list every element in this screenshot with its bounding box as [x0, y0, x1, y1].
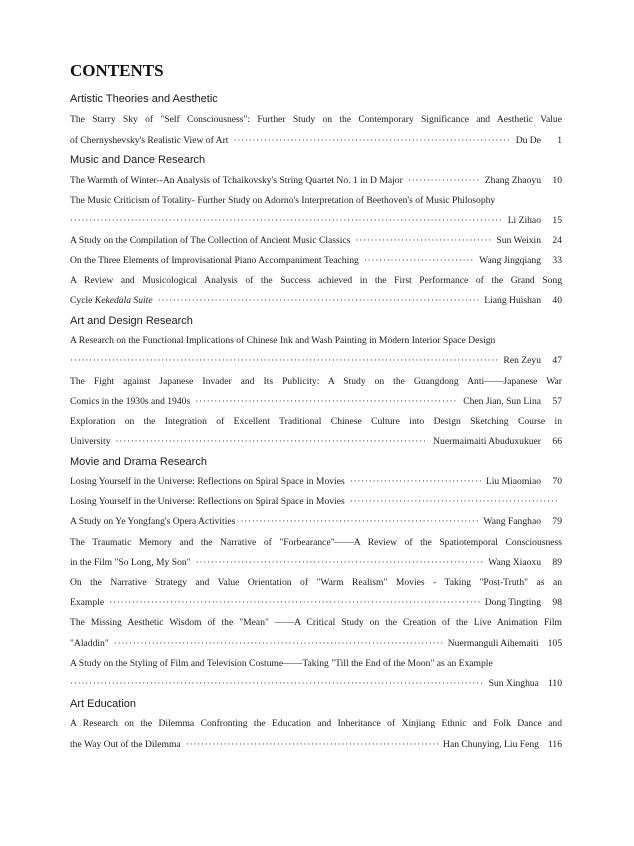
- entry-page-number: 79: [552, 516, 562, 527]
- section-heading-art-design: Art and Design Research: [70, 315, 193, 327]
- entry-9-title-line-1: Exploration on the Integration of Excellent Traditional Chinese Culture into Design Sketching Course in: [70, 416, 562, 427]
- entry-page-number: 47: [552, 355, 562, 366]
- entry-title: A Study on Ye Yongfang's Opera Activities: [70, 516, 236, 527]
- entry-17-line-2[interactable]: [70, 737, 562, 753]
- entry-title: of Chernyshevsky's Realistic View of Art: [70, 135, 229, 146]
- dot-leader: [109, 595, 480, 611]
- entry-author: Liu Miaomiao: [485, 476, 541, 487]
- entry-title-italic: Kekedala Suite: [94, 295, 153, 306]
- entry-page-number: 116: [547, 739, 562, 750]
- dot-leader: [350, 474, 481, 490]
- entry-page-number: 24: [552, 235, 562, 246]
- page-title: CONTENTS: [70, 61, 164, 80]
- entry-14-title-line-1: On the Narrative Strategy and Value Orientation of "Warm Realism" Movies - Taking "Post-Truth" as an: [70, 577, 562, 588]
- entry-page-number: 105: [547, 638, 562, 649]
- entry-title: The Music Criticism of Totality- Further Study on Adorno's Interpretation of Beethoven's of Music Philosophy: [70, 195, 496, 206]
- section-heading-music-dance: Music and Dance Research: [70, 154, 206, 166]
- entry-author: Ren Zeyu: [503, 355, 541, 366]
- entry-author: Zhang Zhaoyu: [484, 175, 541, 186]
- entry-1-title-line-1: The Starry Sky of "Self Consciousness": Further Study on the Contemporary Significance and Aesthetic Value: [70, 114, 562, 125]
- entry-15-line-2[interactable]: [70, 636, 562, 652]
- entry-page-number: 66: [552, 436, 562, 447]
- section-heading-art-education: Art Education: [70, 698, 137, 710]
- dot-leader: [355, 233, 491, 249]
- entry-author: Nuermanguli Aihemaiti: [447, 638, 539, 649]
- entry-author: Han Chunying, Liu Feng: [443, 739, 539, 750]
- entry-16-title-line-1: [70, 656, 562, 672]
- entry-13-line-2[interactable]: [70, 555, 562, 571]
- entry-6-title-line-1: A Review and Musicological Analysis of the Success achieved in the First Performance of the Grand Song: [70, 275, 562, 286]
- entry-2-line[interactable]: [70, 173, 562, 189]
- dot-leader: [186, 737, 438, 753]
- entry-title: University: [70, 436, 111, 447]
- entry-title: Losing Yourself in the Universe: Reflections on Spiral Space in Movies: [70, 496, 345, 507]
- section-heading-movie-drama: Movie and Drama Research: [70, 456, 207, 468]
- entry-10-line[interactable]: [70, 474, 562, 490]
- dot-leader: [195, 394, 458, 410]
- entry-8-title-line-1: The Fight against Japanese Invader and Its Publicity: A Study on the Guangdong Anti——Japanese War: [70, 376, 562, 387]
- entry-author: Du De: [515, 135, 541, 146]
- dot-leader: [364, 253, 474, 269]
- entry-author: Wang Fanghao: [483, 516, 541, 527]
- entry-author: Wang Xiaoxu: [488, 557, 541, 568]
- dot-leader: [233, 133, 510, 149]
- entry-13-title-line-1: The Traumatic Memory and the Narrative of "Forbearance"——A Review of the Spatiotemporal Consciousness: [70, 537, 562, 548]
- entry-title: The Warmth of Winter--An Analysis of Tchaikovsky's String Quartet No. 1 in D Major: [70, 175, 403, 186]
- entry-author: Dong Tingting: [484, 597, 541, 608]
- entry-17-title-line-1: A Research on the Dilemma Confronting the Education and Inheritance of Xinjiang Ethnic and Folk Dance and: [70, 718, 562, 729]
- entry-8-line-2[interactable]: [70, 394, 562, 410]
- entry-3-line-2[interactable]: [70, 213, 562, 229]
- dot-leader: [158, 293, 480, 309]
- entry-page-number: 33: [552, 255, 562, 266]
- entry-page-number: 70: [552, 476, 562, 487]
- entry-15-title-line-1: The Missing Aesthetic Wisdom of the "Mean" ——A Critical Study on the Creation of the Live Animation Film: [70, 617, 562, 628]
- entry-title: Losing Yourself in the Universe: Reflections on Spiral Space in Movies: [70, 476, 345, 487]
- entry-page-number: 89: [552, 557, 562, 568]
- entry-author: Sun Weixin: [496, 235, 541, 246]
- entry-5-line[interactable]: [70, 253, 562, 269]
- entry-3-title-line-1: [70, 193, 562, 209]
- entry-author: Chen Jian, Sun Lina: [463, 396, 541, 407]
- entry-page-number: 1: [557, 135, 562, 146]
- entry-author: Li Zihao: [507, 215, 541, 226]
- entry-title: the Way Out of the Dilemma: [70, 739, 181, 750]
- entry-title: in the Film "So Long, My Son": [70, 557, 191, 568]
- entry-7-line-2[interactable]: [70, 353, 562, 369]
- entry-page-number: 10: [552, 175, 562, 186]
- entry-12-line[interactable]: [70, 514, 562, 530]
- entry-14-line-2[interactable]: [70, 595, 562, 611]
- entry-title: A Study on the Compilation of The Collection of Ancient Music Classics: [70, 235, 351, 246]
- dot-leader: [114, 636, 443, 652]
- entry-16-line-2[interactable]: [70, 676, 562, 692]
- entry-6-line-2[interactable]: [70, 293, 562, 309]
- dot-leader: [70, 213, 503, 229]
- entry-page-number: 57: [552, 396, 562, 407]
- entry-title: On the Three Elements of Improvisational Piano Accompaniment Teaching: [70, 255, 359, 266]
- dot-leader: [196, 555, 484, 571]
- entry-author: Sun Xinghua: [488, 678, 539, 689]
- section-heading-artistic-theories: Artistic Theories and Aesthetic: [70, 93, 218, 105]
- dot-leader: [350, 494, 558, 510]
- entry-11-line[interactable]: [70, 494, 558, 510]
- entry-title: A Research on the Functional Implications of Chinese Ink and Wash Painting in Modern Interior Space Design: [70, 335, 496, 346]
- entry-title: "Aladdin": [70, 638, 109, 649]
- dot-leader: [408, 173, 480, 189]
- entry-4-line[interactable]: [70, 233, 562, 249]
- entry-title: A Study on the Styling of Film and Television Costume——Taking "Till the End of the Moon" as an Example: [70, 658, 493, 669]
- dot-leader: [240, 514, 478, 530]
- dot-leader: [116, 434, 429, 450]
- dot-leader: [70, 676, 484, 692]
- entry-1-line-2[interactable]: [70, 133, 562, 149]
- entry-author: Liang Huishan: [484, 295, 541, 306]
- entry-author: Nuermaimaiti Abuduxukuer: [433, 436, 541, 447]
- entry-title: Example: [70, 597, 105, 608]
- entry-page-number: 98: [552, 597, 562, 608]
- entry-page-number: 110: [547, 678, 562, 689]
- entry-page-number: 15: [552, 215, 562, 226]
- entry-author: Wang Jingqiang: [479, 255, 541, 266]
- entry-7-title-line-1: [70, 333, 562, 349]
- entry-title: Comics in the 1930s and 1940s: [70, 396, 191, 407]
- entry-9-line-2[interactable]: [70, 434, 562, 450]
- entry-page-number: 40: [552, 295, 562, 306]
- dot-leader: [70, 353, 498, 369]
- entry-title: Cycle Kekedala Suite: [70, 295, 153, 306]
